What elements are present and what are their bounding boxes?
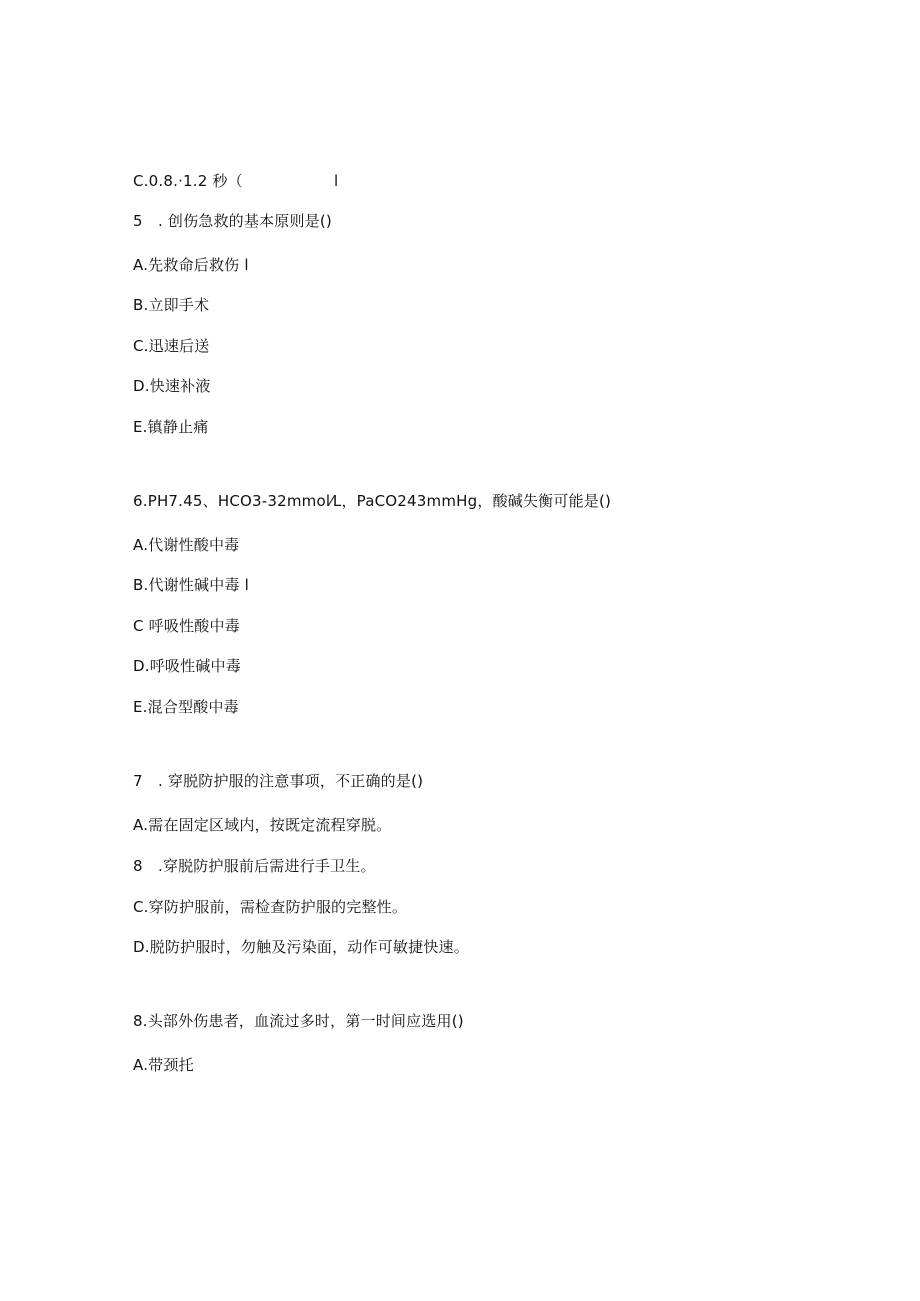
option-b-q6: B.代谢性碱中毒 l bbox=[133, 576, 249, 594]
question-5: 5 . 创伤急救的基本原则是() bbox=[133, 212, 332, 230]
option-a-q5: A.先救命后救伤 l bbox=[133, 256, 249, 274]
option-d-q6: D.呼吸性碱中毒 bbox=[133, 657, 241, 675]
option-c-q5: C.迅速后送 bbox=[133, 337, 210, 355]
question-8: 8.头部外伤患者，血流过多时，第一时间应选用() bbox=[133, 1012, 464, 1030]
option-e-q6: E.混合型酸中毒 bbox=[133, 698, 239, 716]
option-c-q6: C 呼吸性酸中毒 bbox=[133, 617, 240, 635]
option-c-q7: C.穿防护服前，需检查防护服的完整性。 bbox=[133, 898, 408, 916]
option-c-q4: C.0.8.·1.2 秒（ l bbox=[133, 172, 339, 190]
option-a-q7: A.需在固定区域内，按既定流程穿脱。 bbox=[133, 816, 392, 834]
option-b-q7: 8 .穿脱防护服前后需进行手卫生。 bbox=[133, 857, 376, 875]
option-a-q6: A.代谢性酸中毒 bbox=[133, 536, 240, 554]
option-d-q7: D.脱防护服时，勿触及污染面，动作可敏捷快速。 bbox=[133, 938, 469, 956]
option-e-q5: E.镇静止痛 bbox=[133, 418, 209, 436]
option-d-q5: D.快速补液 bbox=[133, 377, 211, 395]
option-b-q5: B.立即手术 bbox=[133, 296, 210, 314]
question-7: 7 . 穿脱防护服的注意事项，不正确的是() bbox=[133, 772, 424, 790]
question-6: 6.PH7.45、HCO3-32mmol⁄L，PaCO243mmHg，酸碱失衡可能是() bbox=[133, 492, 612, 510]
option-a-q8: A.带颈托 bbox=[133, 1056, 194, 1074]
